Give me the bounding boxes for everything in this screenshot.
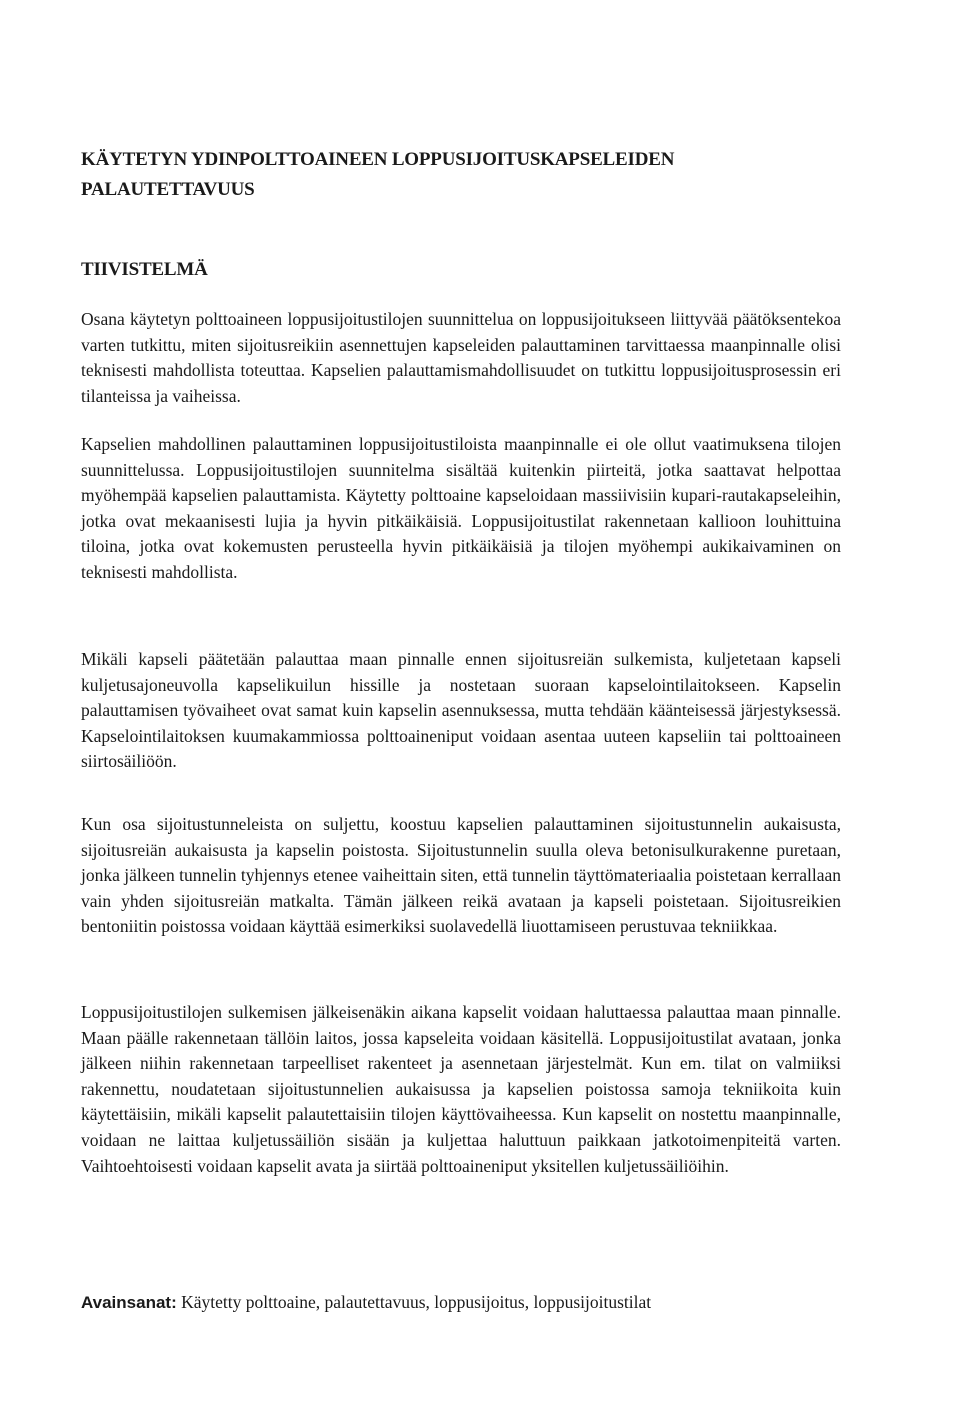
keywords-text: Käytetty polttoaine, palautettavuus, loppusijoitus, loppusijoitustilat: [176, 1292, 652, 1312]
document-title: KÄYTETYN YDINPOLTTOAINEEN LOPPUSIJOITUSKAPSELEIDEN PALAUTETTAVUUS: [81, 149, 675, 200]
abstract-paragraph-5: Loppusijoitustilojen sulkemisen jälkeisenäkin aikana kapselit voidaan haluttaessa palauttaa maan pinnalle. Maan päälle rakennetaan tällöin laitos, jossa kapseleita voidaan käsitellä. Loppusijoitustilat avataan, jonka jälkeen niihin rakennetaan tarpeelliset rakenteet ja asennetaan järjestelmät. Kun em. tilat on valmiiksi rakennettu, noudatetaan sijoitustunnelien aukaisussa ja kapselien poistossa samoja tekniikoita kuin käytettäisiin, mikäli kapselit palautettaisiin tilojen käyttövaiheessa. Kun kapselit on nostettu maanpinnalle, voidaan ne laittaa kuljetussäiliön sisään ja kuljettaa haluttuun paikkaan jatkotoimenpiteitä varten. Vaihtoehtoisesti voidaan kapselit avata ja siirtää polttoaineniput yksitellen kuljetussäiliöihin.: [81, 1002, 841, 1176]
abstract-paragraph-4: Kun osa sijoitustunneleista on suljettu, koostuu kapselien palauttaminen sijoitustunnelin aukaisusta, sijoitusreiän aukaisusta ja kapselin poistosta. Sijoitustunnelin suulla oleva betonisulkurakenne puretaan, jonka jälkeen tunnelin tyhjennys etenee vaiheittain siten, että tunnelin täyttömateriaalia poistetaan kerrallaan vain yhden sijoitusreiän matkalta. Tämän jälkeen reikä avataan ja kapseli poistetaan. Sijoitusreikien bentoniitin poistossa voidaan käyttää esimerkiksi suolavedellä liuottamiseen perustuvaa tekniikkaa.: [81, 814, 841, 937]
section-heading-abstract: TIIVISTELMÄ: [81, 259, 208, 280]
keywords-line: [81, 1289, 841, 1316]
abstract-paragraph-3: Mikäli kapseli päätetään palauttaa maan pinnalle ennen sijoitusreiän sulkemista, kuljetetaan kapseli kuljetusajoneuvolla kapselikuilun hissille ja nostetaan suoraan kapselointilaitokseen. Kapselin palauttamisen työvaiheet ovat samat kuin kapselin asennuksessa, mutta tehdään käänteisessä järjestyksessä. Kapselointilaitoksen kuumakammiossa polttoaineniput voidaan asentaa uuteen kapseliin tai polttoaineen siirtosäiliöön.: [81, 649, 841, 772]
abstract-paragraph-2: Kapselien mahdollinen palauttaminen loppusijoitustiloista maanpinnalle ei ole ollut vaatimuksena tilojen suunnittelussa. Loppusijoitustilojen suunnitelma sisältää kuitenkin piirteitä, jotka saattavat helpottaa myöhempää kapselien palauttamista. Käytetty polttoaine kapseloidaan massiivisiin kupari-rautakapseleihin, jotka ovat mekaanisesti lujia ja hyvin pitkäikäisiä. Loppusijoitustilat rakennetaan kallioon louhittuina tiloina, jotka ovat kokemusten perusteella hyvin pitkäikäisiä ja tilojen myöhempi aukikaivaminen on teknisesti mahdollista.: [81, 434, 841, 582]
abstract-paragraph-1: Osana käytetyn polttoaineen loppusijoitustilojen suunnittelua on loppusijoitukseen liittyvää päätöksentekoa varten tutkittu, miten sijoitusreikiin asennettujen kapseleiden palauttaminen tarvittaessa maanpinnalle olisi teknisesti mahdollista toteuttaa. Kapselien palauttamismahdollisuudet on tutkittu loppusijoitusprosessin eri tilanteissa ja vaiheissa.: [81, 309, 841, 406]
keywords-label: Avainsanat:: [81, 1293, 177, 1312]
